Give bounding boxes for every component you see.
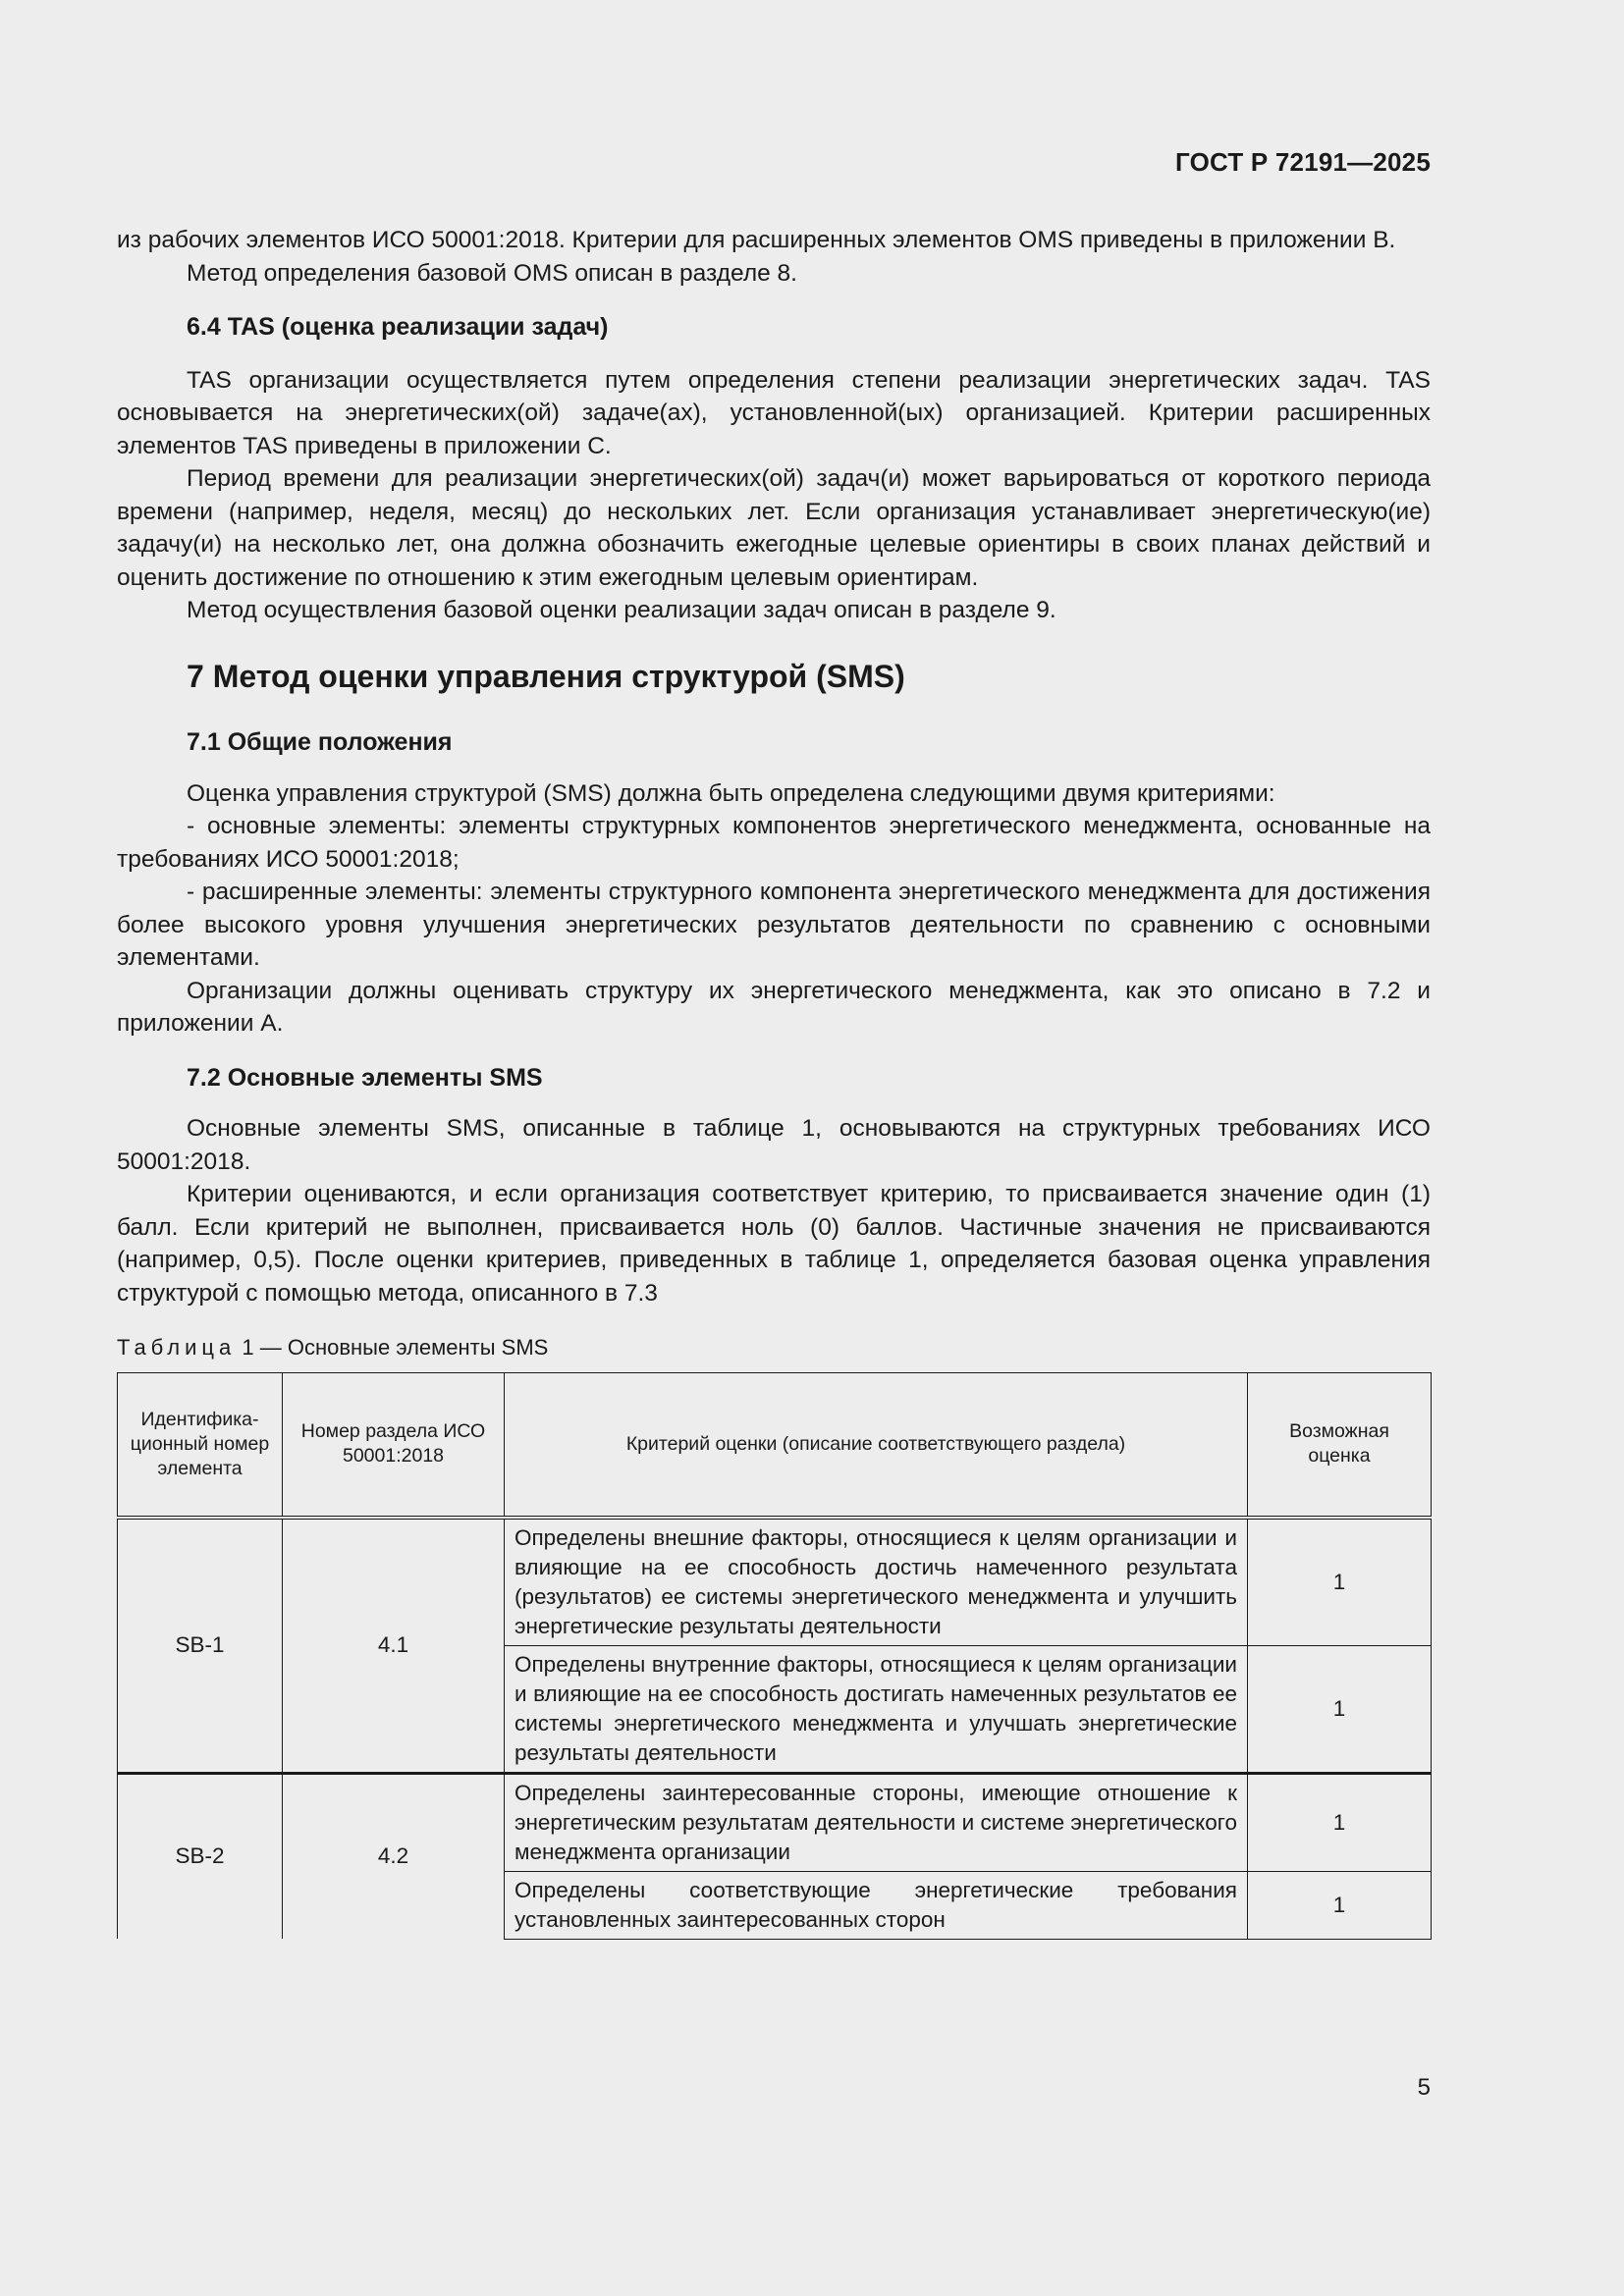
page-number: 5 xyxy=(1417,2074,1431,2101)
table-row xyxy=(118,1518,1432,1646)
criterion-cell: Определены заинтересованные стороны, имеющие отношение к энергетическим результатам деятельности и системе энергетического менеджмента организации xyxy=(505,1773,1248,1871)
section-heading-7-2: 7.2 Основные элементы SMS xyxy=(187,1063,543,1092)
header-element-id: Идентифика-ционный номер элемента xyxy=(118,1372,283,1518)
score-cell: 1 xyxy=(1248,1645,1432,1773)
paragraph: Основные элементы SMS, описанные в таблице 1, основываются на структурных требованиях ИСО 50001:2018. xyxy=(117,1115,1431,1175)
criterion-cell: Определены соответствующие энергетические требования установленных заинтересованных сторон xyxy=(505,1871,1248,1939)
document-body xyxy=(117,224,1431,1940)
score-cell: 1 xyxy=(1248,1518,1432,1646)
table-caption xyxy=(117,1331,1431,1364)
criterion-cell: Определены внутренние факторы, относящиеся к целям организации и влияющие на ее способность достигать намеченных результатов ее системы энергетического менеджмента и улучшать энергетические результаты деятельности xyxy=(505,1645,1248,1773)
paragraph: Оценка управления структурой (SMS) должна быть определена следующими двумя критериями: xyxy=(187,779,1275,807)
section-number-cell: 4.2 xyxy=(283,1773,505,1939)
header-criterion: Критерий оценки (описание соответствующего раздела) xyxy=(505,1372,1248,1518)
table-row xyxy=(118,1773,1432,1871)
paragraph: Организации должны оценивать структуру их энергетического менеджмента, как это описано в 7.2 и приложении A. xyxy=(117,977,1431,1037)
score-cell: 1 xyxy=(1248,1773,1432,1871)
paragraph: из рабочих элементов ИСО 50001:2018. Критерии для расширенных элементов OMS приведены в приложении B. xyxy=(117,227,1396,253)
paragraph: Критерии оцениваются, и если организация соответствует критерию, то присваивается значение один (1) балл. Если критерий не выполнен, присваивается ноль (0) баллов. Частичные значения не присваиваются (например, 0,5). После оценки критериев, приведенных в таблице 1, определяется базовая оценка управления структурой с помощью метода, описанного в 7.3 xyxy=(117,1181,1431,1307)
section-heading-7: 7 Метод оценки управления структурой (SMS) xyxy=(187,658,905,694)
list-item: - основные элементы: элементы структурных компонентов энергетического менеджмента, основанные на требованиях ИСО 50001:2018; xyxy=(117,813,1431,873)
paragraph: Метод осуществления базовой оценки реализации задач описан в разделе 9. xyxy=(187,597,1056,623)
document-code: ГОСТ Р 72191—2025 xyxy=(1175,147,1431,177)
criterion-cell: Определены внешние факторы, относящиеся к целям организации и влияющие на ее способность достичь намеченного результата (результатов) ее системы энергетического менеджмента и улучшить энергетические результаты деятельности xyxy=(505,1518,1248,1646)
element-id-cell: SB-1 xyxy=(118,1518,283,1774)
table-caption-label: Таблица xyxy=(117,1335,237,1360)
list-item: - расширенные элементы: элементы структурного компонента энергетического менеджмента для достижения более высокого уровня улучшения энергетических результатов деятельности по сравнению с основными элементами. xyxy=(117,879,1431,971)
score-cell: 1 xyxy=(1248,1871,1432,1939)
paragraph: Метод определения базовой OMS описан в разделе 8. xyxy=(187,259,797,287)
paragraph: TAS организации осуществляется путем определения степени реализации энергетических задач. TAS основывается на энергетических(ой) задаче(ах), установленной(ых) организацией. Критерии расширенных элементов TAS приведены в приложении C. xyxy=(117,366,1431,459)
section-heading-6-4: 6.4 TAS (оценка реализации задач) xyxy=(187,313,609,341)
section-number-cell: 4.1 xyxy=(283,1518,505,1774)
header-score: Возможная оценка xyxy=(1248,1372,1432,1518)
header-section-number: Номер раздела ИСО 50001:2018 xyxy=(283,1372,505,1518)
section-heading-7-1: 7.1 Общие положения xyxy=(187,728,453,756)
table-header-row xyxy=(118,1372,1432,1518)
element-id-cell: SB-2 xyxy=(118,1773,283,1939)
table-caption-text: 1 — Основные элементы SMS xyxy=(242,1335,549,1360)
sms-table xyxy=(117,1372,1432,1940)
paragraph: Период времени для реализации энергетических(ой) задач(и) может варьироваться от короткого периода времени (например, неделя, месяц) до нескольких лет. Если организация устанавливает энергетическую(ие) задачу(и) на несколько лет, она должна обозначить ежегодные целевые ориентиры в своих планах действий и оценить достижение по отношению к этим ежегодным целевым ориентирам. xyxy=(117,465,1431,591)
